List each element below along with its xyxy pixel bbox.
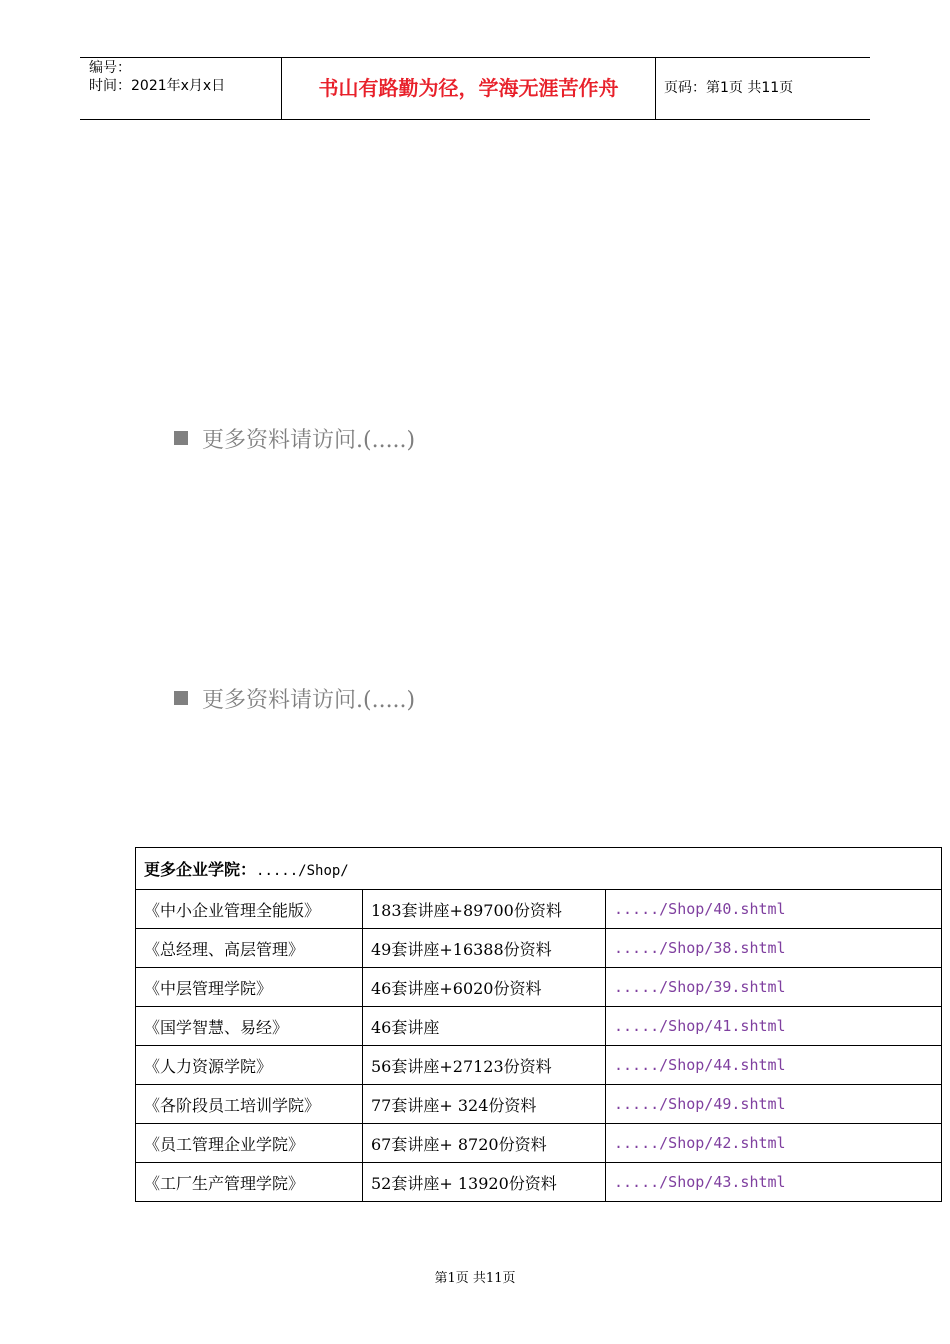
course-desc: 183套讲座+89700份资料 <box>363 890 606 929</box>
course-name: 《人力资源学院》 <box>136 1046 363 1085</box>
course-name: 《各阶段员工培训学院》 <box>136 1085 363 1124</box>
document-time-label: 时间：2021年x月x日 <box>89 78 226 94</box>
table-row <box>136 1163 942 1202</box>
table-header-row <box>136 848 942 890</box>
course-link[interactable]: ...../Shop/41.shtml <box>606 1007 942 1046</box>
course-link[interactable]: ...../Shop/39.shtml <box>606 968 942 1007</box>
course-desc: 67套讲座+ 8720份资料 <box>363 1124 606 1163</box>
course-name: 《国学智慧、易经》 <box>136 1007 363 1046</box>
course-name: 《中层管理学院》 <box>136 968 363 1007</box>
academy-links-table <box>135 847 942 1202</box>
course-name: 《总经理、高层管理》 <box>136 929 363 968</box>
bullet-text: 更多资料请访问.(.....) <box>202 427 416 453</box>
course-link[interactable]: ...../Shop/38.shtml <box>606 929 942 968</box>
bullet-text: 更多资料请访问.(.....) <box>202 687 416 713</box>
course-desc: 46套讲座+6020份资料 <box>363 968 606 1007</box>
header-page-cell <box>655 58 870 119</box>
document-number-label: 编号： <box>89 60 131 76</box>
table-row <box>136 929 942 968</box>
course-link[interactable]: ...../Shop/40.shtml <box>606 890 942 929</box>
course-link[interactable]: ...../Shop/43.shtml <box>606 1163 942 1202</box>
course-desc: 49套讲座+16388份资料 <box>363 929 606 968</box>
course-desc: 46套讲座 <box>363 1007 606 1046</box>
table-row <box>136 1085 942 1124</box>
course-desc: 56套讲座+27123份资料 <box>363 1046 606 1085</box>
course-name: 《员工管理企业学院》 <box>136 1124 363 1163</box>
table-row <box>136 968 942 1007</box>
table-header-link[interactable]: ...../Shop/ <box>256 863 349 879</box>
table-header-cell <box>136 848 942 890</box>
square-bullet-icon <box>174 431 188 445</box>
course-name: 《工厂生产管理学院》 <box>136 1163 363 1202</box>
table-row <box>136 1124 942 1163</box>
page-footer: 第1页 共11页 <box>434 1271 516 1286</box>
bullet-line <box>174 683 415 713</box>
table-row <box>136 890 942 929</box>
table-row <box>136 1007 942 1046</box>
header-page-info: 页码：第1页 共11页 <box>664 80 794 96</box>
course-link[interactable]: ...../Shop/49.shtml <box>606 1085 942 1124</box>
course-desc: 77套讲座+ 324份资料 <box>363 1085 606 1124</box>
square-bullet-icon <box>174 691 188 705</box>
course-desc: 52套讲座+ 13920份资料 <box>363 1163 606 1202</box>
course-link[interactable]: ...../Shop/42.shtml <box>606 1124 942 1163</box>
table-row <box>136 1046 942 1085</box>
table-header-label: 更多企业学院： <box>144 860 257 879</box>
document-header <box>80 57 870 120</box>
header-motto-cell <box>281 58 656 119</box>
course-name: 《中小企业管理全能版》 <box>136 890 363 929</box>
course-link[interactable]: ...../Shop/44.shtml <box>606 1046 942 1085</box>
header-motto: 书山有路勤为径，学海无涯苦作舟 <box>318 76 619 100</box>
bullet-line <box>174 423 415 453</box>
header-meta-cell <box>80 58 281 119</box>
